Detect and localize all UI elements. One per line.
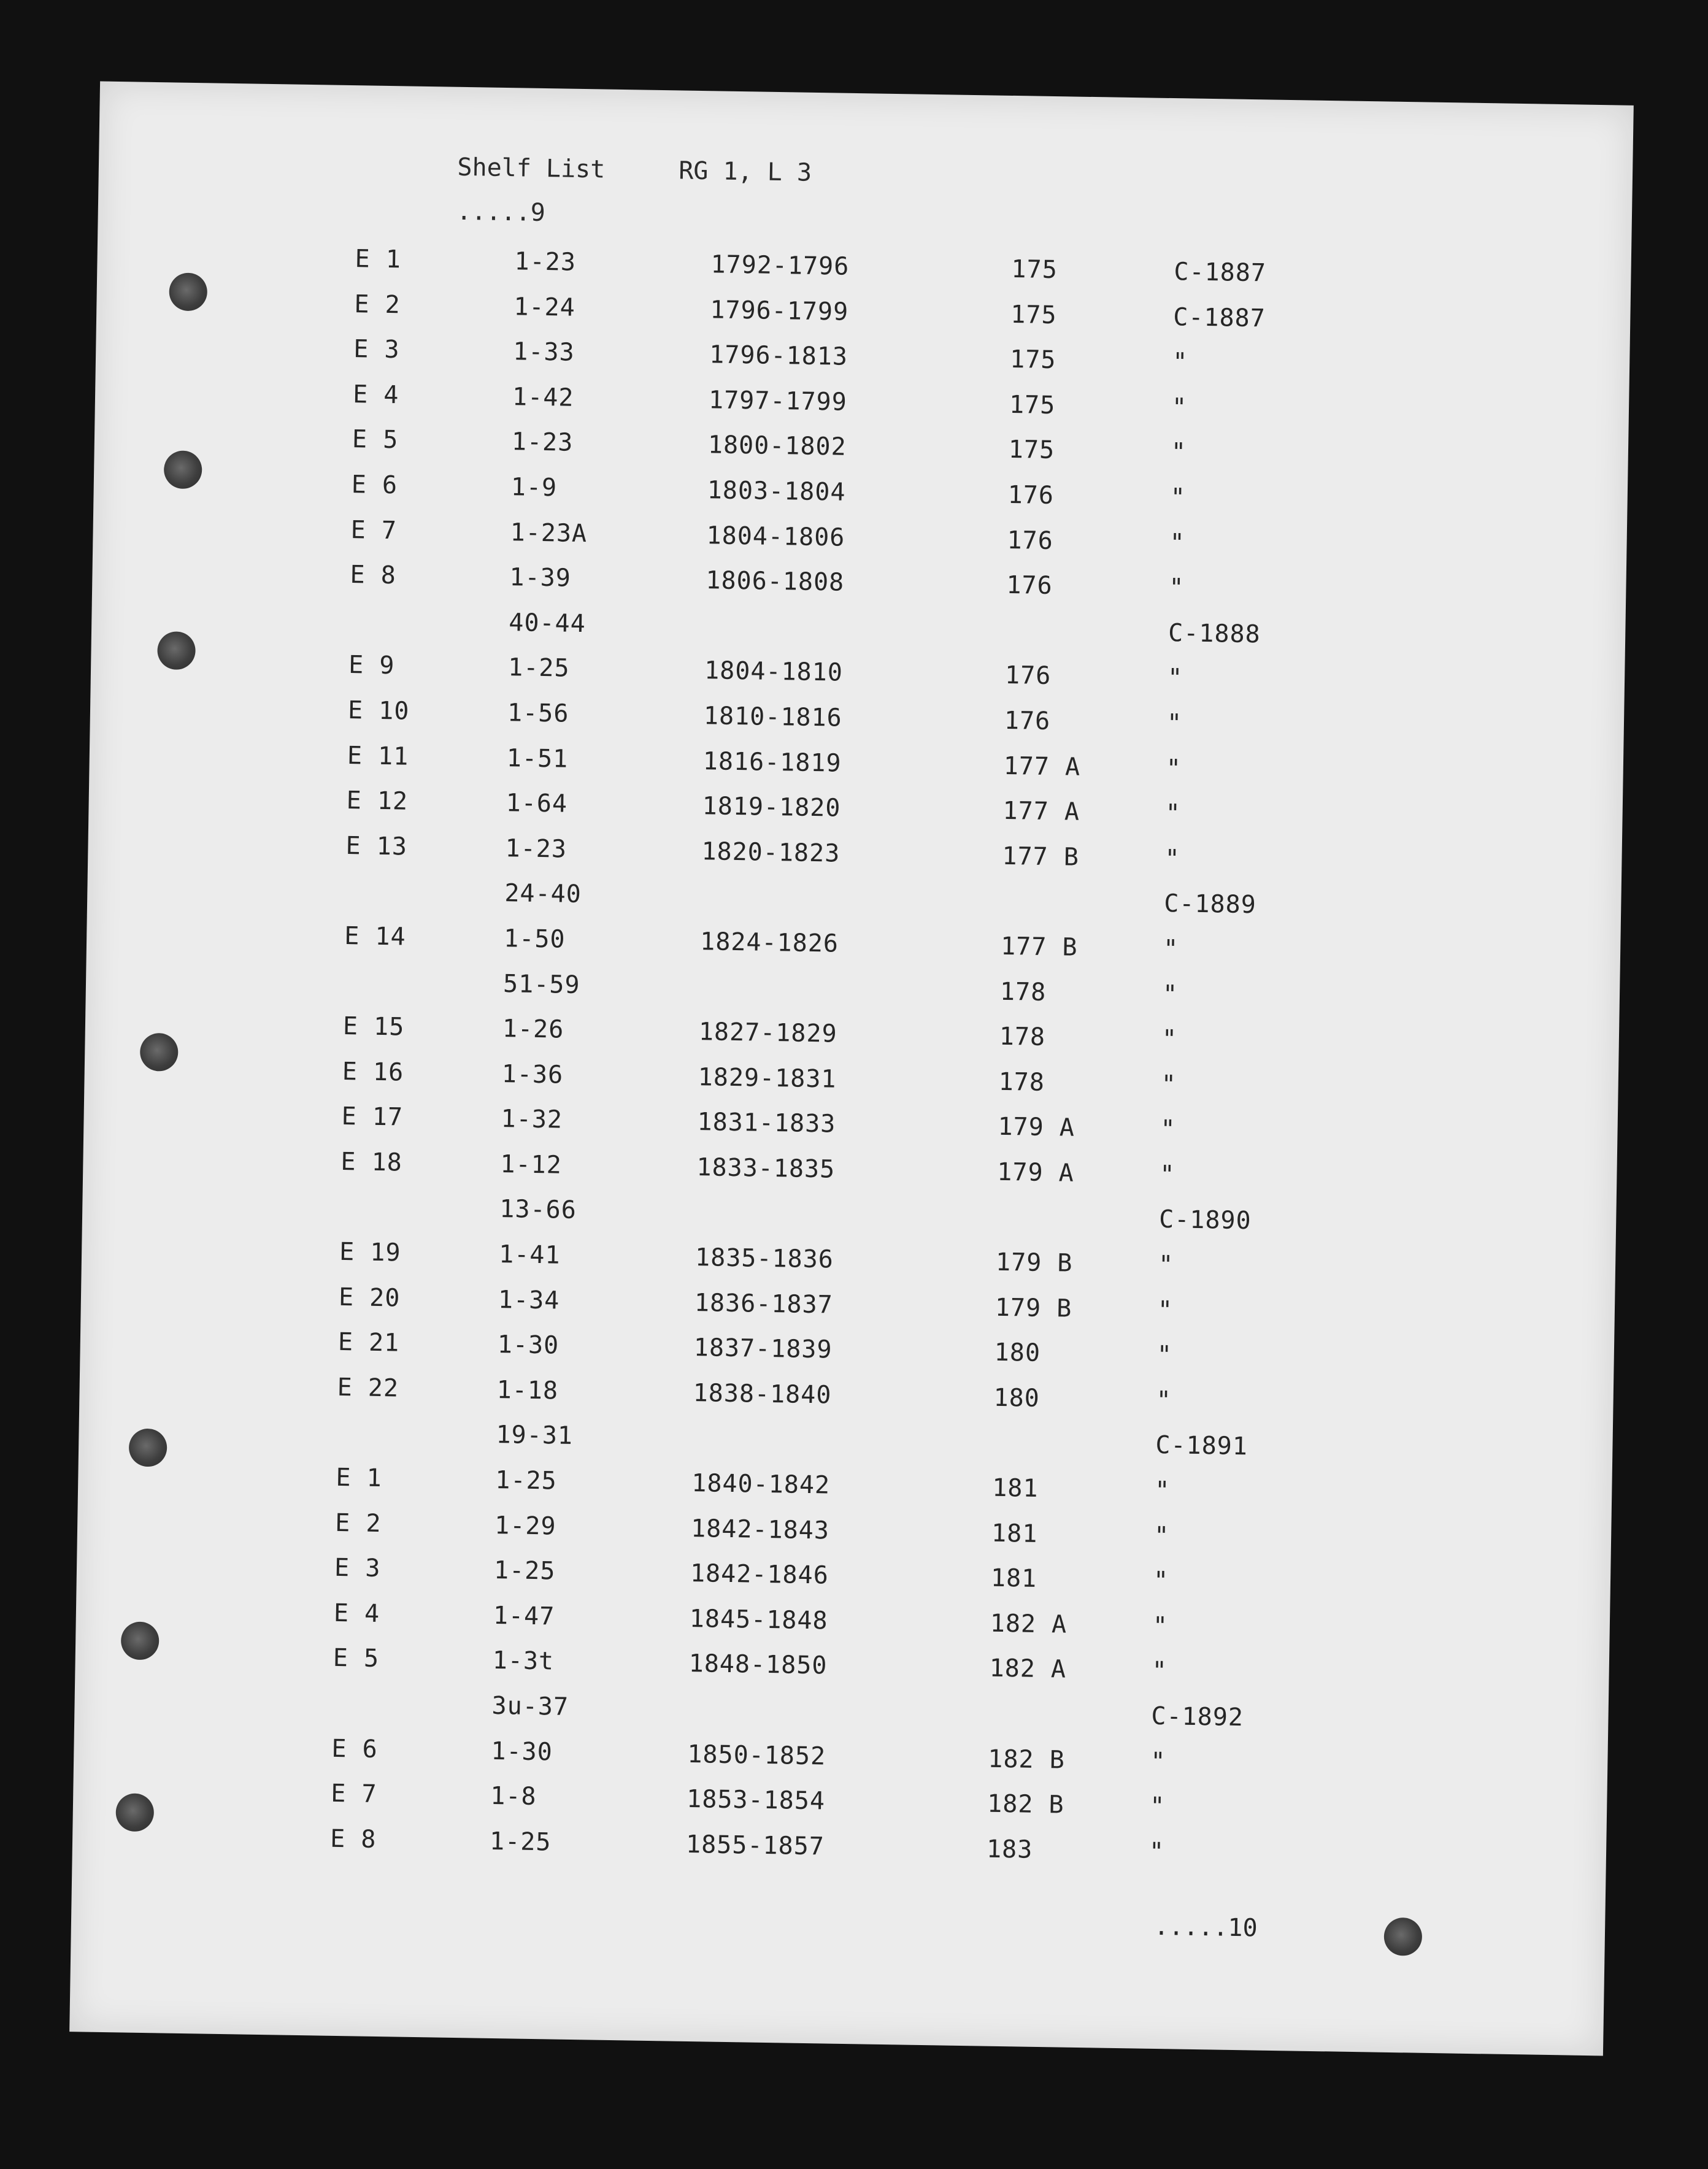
range-cell: 1-12	[500, 1150, 563, 1180]
years-cell: 1848-1850	[688, 1649, 828, 1680]
entry-cell: E 4	[333, 1599, 380, 1628]
document-header	[368, 123, 812, 227]
box-cell: 178	[999, 977, 1047, 1007]
entry-cell: E 8	[329, 1824, 377, 1854]
range-cell: 1-41	[498, 1240, 561, 1270]
range-cell: 19-31	[496, 1421, 574, 1451]
range-cell: 1-32	[501, 1105, 563, 1134]
range-cell: 1-42	[512, 382, 574, 412]
reference-cell: "	[1161, 1025, 1178, 1054]
reference-cell: C-1890	[1158, 1205, 1252, 1235]
box-cell: 180	[993, 1383, 1041, 1413]
punch-hole	[1383, 1918, 1422, 1956]
shelf-list-table	[72, 241, 1631, 1890]
range-cell: 1-18	[496, 1375, 559, 1405]
box-cell: 176	[1006, 571, 1053, 601]
years-cell: 1842-1843	[690, 1514, 830, 1545]
years-cell: 1792-1796	[710, 250, 850, 281]
entry-cell: E 5	[333, 1644, 380, 1673]
entry-cell: E 13	[345, 831, 408, 861]
entry-cell: E 2	[354, 290, 401, 319]
box-cell: 175	[1011, 255, 1058, 285]
range-cell: 1-25	[507, 653, 570, 683]
entry-cell: E 2	[334, 1508, 382, 1538]
box-cell: 182 A	[990, 1609, 1068, 1639]
reference-cell: "	[1156, 1341, 1173, 1370]
box-cell: 177 A	[1003, 751, 1081, 781]
range-cell: 1-56	[507, 699, 569, 728]
entry-cell: E 6	[331, 1734, 379, 1764]
box-cell: 182 B	[987, 1745, 1066, 1775]
reference-cell: "	[1166, 754, 1182, 783]
years-cell: 1806-1808	[706, 566, 845, 597]
record-group: RG 1, L 3	[678, 156, 812, 187]
entry-cell: E 11	[347, 741, 409, 771]
years-cell: 1804-1810	[704, 656, 844, 688]
entry-cell: E 14	[344, 921, 406, 951]
reference-cell: C-1887	[1174, 258, 1267, 288]
reference-cell: "	[1157, 1296, 1174, 1324]
box-cell: 178	[999, 1022, 1046, 1052]
box-cell: 183	[986, 1835, 1033, 1864]
reference-cell: "	[1158, 1250, 1174, 1280]
range-cell: 1-25	[493, 1556, 556, 1586]
reference-cell: "	[1172, 348, 1188, 377]
next-page-marker: .....10	[1153, 1912, 1258, 1943]
years-cell: 1804-1806	[706, 521, 845, 552]
years-cell: 1842-1846	[690, 1559, 829, 1590]
entry-cell: E 19	[339, 1237, 401, 1267]
box-cell: 179 B	[994, 1293, 1072, 1323]
range-cell: 1-39	[509, 563, 572, 593]
entry-cell: E 16	[342, 1057, 404, 1087]
box-cell: 175	[1009, 390, 1056, 420]
entry-cell: E 1	[336, 1463, 383, 1493]
box-cell: 181	[990, 1564, 1037, 1594]
entry-cell: E 17	[341, 1102, 404, 1132]
years-cell: 1827-1829	[698, 1018, 837, 1048]
reference-cell: "	[1153, 1567, 1169, 1595]
reference-cell: "	[1164, 844, 1180, 873]
reference-cell: "	[1169, 574, 1185, 602]
box-cell: 176	[1007, 480, 1055, 510]
document-page	[69, 82, 1634, 2056]
reference-cell: "	[1161, 1070, 1177, 1099]
range-cell: 1-47	[493, 1601, 555, 1631]
page-marker: .....9	[456, 197, 546, 227]
reference-cell: C-1887	[1172, 302, 1266, 333]
range-cell: 51-59	[502, 969, 580, 999]
box-cell: 179 B	[995, 1248, 1073, 1278]
years-cell: 1820-1823	[701, 837, 841, 868]
range-cell: 1-34	[498, 1285, 560, 1315]
entry-cell: E 6	[351, 470, 398, 500]
range-cell: 1-24	[514, 292, 576, 322]
reference-cell: "	[1165, 799, 1182, 828]
years-cell: 1824-1826	[699, 927, 839, 958]
years-cell: 1810-1816	[703, 702, 843, 732]
box-cell: 175	[1010, 300, 1057, 329]
entry-cell: E 21	[337, 1328, 400, 1357]
years-cell: 1833-1835	[696, 1153, 836, 1184]
reference-cell: "	[1166, 708, 1183, 738]
box-cell: 182 B	[987, 1789, 1064, 1819]
years-cell: 1831-1833	[697, 1108, 836, 1138]
entry-cell: E 1	[355, 245, 402, 274]
entry-cell: E 5	[352, 425, 399, 455]
header-title: Shelf List	[457, 153, 606, 184]
range-cell: 1-64	[506, 789, 568, 818]
reference-cell: C-1889	[1163, 889, 1257, 919]
reference-cell: "	[1148, 1837, 1165, 1866]
entry-cell: E 3	[334, 1554, 381, 1583]
years-cell: 1835-1836	[694, 1243, 834, 1274]
years-cell: 1845-1848	[689, 1604, 828, 1635]
reference-cell: C-1892	[1151, 1702, 1244, 1732]
range-cell: 40-44	[508, 608, 587, 638]
entry-cell: E 4	[352, 380, 399, 410]
range-cell: 1-30	[497, 1330, 560, 1360]
entry-cell: E 12	[346, 786, 409, 816]
box-cell: 181	[991, 1519, 1038, 1548]
years-cell: 1796-1799	[710, 295, 849, 326]
entry-cell: E 22	[337, 1373, 399, 1403]
entry-cell: E 3	[353, 335, 400, 364]
entry-cell: E 20	[338, 1283, 401, 1313]
years-cell: 1829-1831	[698, 1062, 837, 1094]
entry-cell: E 15	[342, 1012, 405, 1042]
years-cell: 1797-1799	[708, 385, 848, 417]
box-cell: 175	[1008, 436, 1055, 465]
range-cell: 1-23	[514, 247, 577, 277]
years-cell: 1796-1813	[709, 340, 848, 371]
box-cell: 178	[998, 1067, 1045, 1097]
reference-cell: "	[1159, 1160, 1175, 1189]
years-cell: 1819-1820	[702, 792, 841, 823]
reference-cell: "	[1153, 1521, 1170, 1550]
box-cell: 179 A	[998, 1113, 1075, 1143]
years-cell: 1837-1839	[693, 1334, 833, 1364]
range-cell: 1-9	[510, 473, 558, 502]
range-cell: 1-50	[503, 924, 566, 954]
years-cell: 1838-1840	[693, 1378, 832, 1410]
range-cell: 1-33	[512, 337, 575, 367]
box-cell: 181	[991, 1473, 1039, 1503]
range-cell: 1-23	[511, 428, 574, 458]
reference-cell: "	[1169, 528, 1185, 557]
range-cell: 3u-37	[491, 1691, 569, 1721]
years-cell: 1800-1802	[707, 431, 847, 462]
years-cell: 1803-1804	[707, 476, 846, 507]
reference-cell: "	[1171, 438, 1187, 467]
box-cell: 177 B	[1002, 842, 1080, 872]
reference-cell: "	[1152, 1657, 1168, 1686]
years-cell: 1816-1819	[702, 747, 842, 778]
range-cell: 1-3t	[492, 1646, 555, 1676]
reference-cell: "	[1160, 1115, 1176, 1144]
box-cell: 176	[1007, 526, 1054, 555]
reference-cell: "	[1156, 1386, 1172, 1415]
box-cell: 177 B	[1000, 932, 1078, 962]
range-cell: 13-66	[499, 1195, 577, 1225]
reference-cell: "	[1163, 934, 1179, 964]
years-cell: 1840-1842	[691, 1469, 831, 1500]
box-cell: 176	[1004, 661, 1052, 691]
entry-cell: E 7	[330, 1779, 377, 1809]
range-cell: 1-25	[489, 1827, 552, 1857]
range-cell: 1-36	[501, 1059, 564, 1089]
box-cell: 182 A	[989, 1654, 1067, 1684]
range-cell: 24-40	[504, 879, 582, 909]
years-cell: 1850-1852	[687, 1740, 826, 1771]
reference-cell: "	[1171, 393, 1188, 422]
entry-cell: E 9	[348, 651, 395, 680]
reference-cell: "	[1149, 1792, 1166, 1821]
years-cell: 1836-1837	[694, 1288, 834, 1319]
years-cell: 1853-1854	[686, 1785, 826, 1816]
reference-cell: "	[1152, 1611, 1169, 1641]
range-cell: 1-23A	[510, 518, 588, 548]
reference-cell: "	[1162, 980, 1179, 1008]
reference-cell: "	[1170, 483, 1187, 512]
box-cell: 180	[994, 1338, 1041, 1368]
range-cell: 1-30	[491, 1737, 553, 1767]
entry-cell: E 7	[350, 515, 398, 545]
range-cell: 1-29	[494, 1511, 556, 1541]
range-cell: 1-51	[506, 743, 569, 774]
reference-cell: "	[1167, 664, 1183, 693]
range-cell: 1-26	[502, 1015, 564, 1044]
entry-cell: E 10	[347, 696, 410, 726]
box-cell: 176	[1004, 706, 1051, 735]
box-cell: 177 A	[1002, 796, 1080, 826]
range-cell: 1-23	[505, 834, 567, 864]
range-cell: 1-25	[495, 1465, 558, 1495]
reference-cell: "	[1150, 1747, 1166, 1776]
reference-cell: "	[1154, 1476, 1171, 1505]
entry-cell: E 18	[340, 1147, 403, 1177]
entry-cell: E 8	[350, 561, 397, 590]
years-cell: 1855-1857	[685, 1830, 825, 1861]
box-cell: 175	[1009, 345, 1056, 375]
reference-cell: C-1891	[1155, 1431, 1248, 1461]
range-cell: 1-8	[490, 1782, 537, 1811]
reference-cell: C-1888	[1168, 618, 1261, 649]
box-cell: 179 A	[997, 1157, 1075, 1188]
